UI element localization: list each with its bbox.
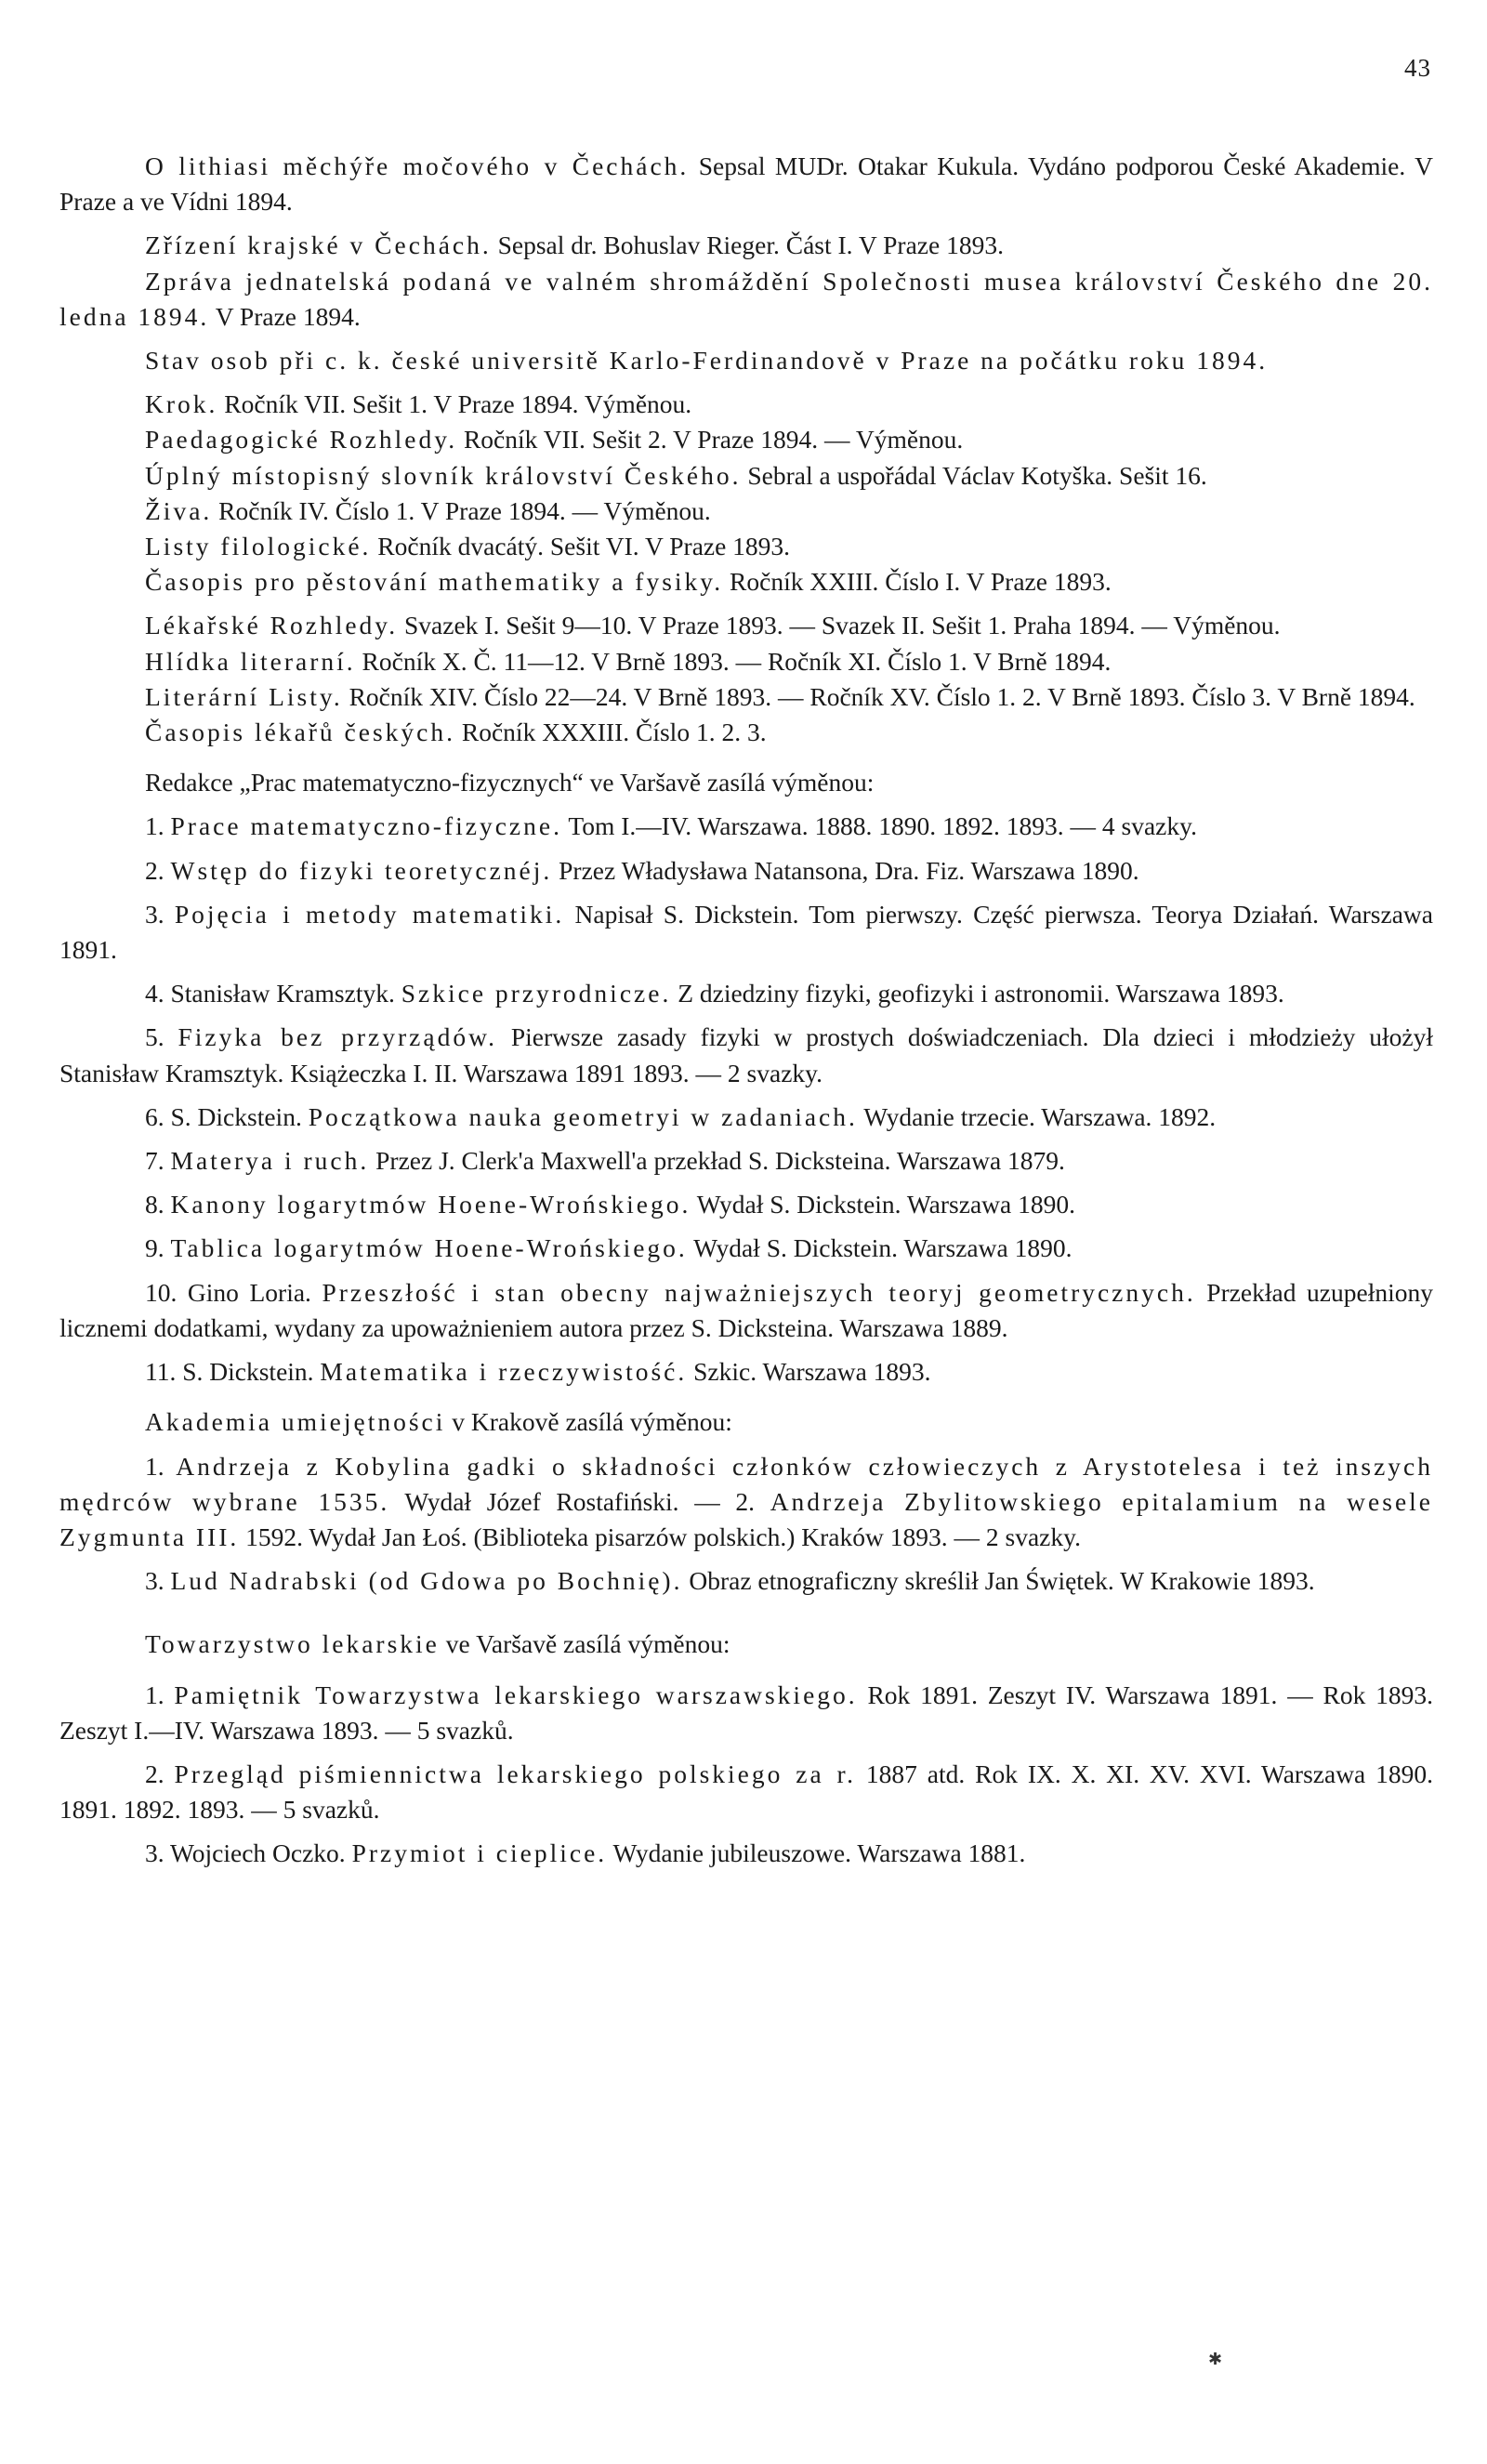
entry-title: Przymiot i cieplice.: [351, 1838, 608, 1868]
entry-title: Časopis lékařů českých.: [145, 718, 455, 747]
entry-text: Przez J. Clerk'a Maxwell'a przekład S. Dicksteina. Warszawa 1879.: [369, 1146, 1065, 1176]
list-item: [59, 608, 1433, 643]
entry-text: Ročník dvacátý. Sešit VI. V Praze 1893.: [371, 532, 791, 561]
entry-text: Wydał S. Dickstein. Warszawa 1890.: [691, 1190, 1075, 1219]
entry-text: Wydanie jubileuszowe. Warszawa 1881.: [607, 1838, 1026, 1868]
entry-title: Matematika i rzeczywistość.: [320, 1357, 688, 1387]
list-item: [59, 494, 1433, 529]
entry-text: Svazek I. Sešit 9—10. V Praze 1893. — Svazek II. Sešit 1. Praha 1894. — Výměnou.: [398, 611, 1281, 640]
entry-title: Pojęcia i metody matematiki.: [174, 899, 565, 929]
entry-text: Sebral a uspořádal Václav Kotyška. Sešit 16.: [741, 460, 1207, 490]
list-item: [59, 1836, 1433, 1871]
list-item: [59, 809, 1433, 844]
entry-text: Ročník VII. Sešit 1. V Praze 1894. Výměnou.: [217, 389, 692, 419]
list-item: [59, 1354, 1433, 1390]
entry-text: Obraz etnograficzny skreślił Jan Świętek. W Krakowie 1893.: [682, 1566, 1315, 1596]
list-item: [59, 1449, 1433, 1556]
entry-text: Przez Władysława Natansona, Dra. Fiz. Warszawa 1890.: [552, 855, 1139, 885]
page-number: 43: [1404, 54, 1431, 82]
entry-text: 1887 atd. Rok IX. X. XI. XV. XVI. Warszawa 1890. 1891. 1892. 1893. — 5 svazků.: [59, 1759, 1434, 1825]
entry-title: Lud Nadrabski (od Gdowa po Bochnię).: [170, 1566, 683, 1596]
list-item: [59, 228, 1433, 263]
item-prefix: 2.: [145, 855, 171, 885]
entry-title: Úplný místopisný slovník království Českého.: [145, 460, 742, 490]
entry-text: Ročník X. Č. 11—12. V Brně 1893. — Ročník XI. Číslo 1. V Brně 1894.: [355, 646, 1112, 676]
entry-text: Sepsal dr. Bohuslav Rieger. Část I. V Praze 1893.: [491, 231, 1004, 260]
entry-title: Krok.: [145, 389, 218, 419]
list-item: [59, 679, 1433, 715]
item-prefix: 10. Gino Loria.: [145, 1277, 322, 1307]
entry-title: O lithiasi měchýře močového v Čechách.: [145, 152, 690, 180]
list-item: [59, 1757, 1433, 1827]
item-prefix: 5.: [145, 1022, 178, 1052]
heading-text: ve Varšavě zasílá výměnou:: [439, 1629, 730, 1659]
entry-text: Wydanie trzecie. Warszawa. 1892.: [857, 1101, 1217, 1131]
list-item: [59, 387, 1433, 422]
entry-text: Rok 1891. Zeszyt IV. Warszawa 1891. — Rok 1893. Zeszyt I.—IV. Warszawa 1893. — 5 svazků.: [59, 1680, 1433, 1745]
entry-text: 1592. Wydał Jan Łoś. (Biblioteka pisarzów polskich.) Kraków 1893. — 2 svazky.: [239, 1522, 1081, 1551]
item-prefix: 1.: [145, 1451, 177, 1481]
list-item: [59, 264, 1433, 335]
entry-text: Ročník XXIII. Číslo I. V Praze 1893.: [723, 567, 1112, 597]
entry-title: Živa.: [145, 495, 213, 525]
item-prefix: 7.: [145, 1146, 171, 1176]
entry-text: Sepsal MUDr. Otakar Kukula. Vydáno podporou České Akademie. V Praze a ve Vídni 1894.: [59, 152, 1434, 217]
entry-title: Prace matematyczno-fizyczne.: [170, 811, 562, 841]
entry-title: Tablica logarytmów Hoene-Wrońskiego.: [170, 1233, 688, 1263]
entry-title: Pamiętnik Towarzystwa lekarskiego warszawskiego.: [174, 1680, 858, 1709]
list-item: [59, 564, 1433, 600]
entry-text: Z dziedziny fizyki, geofizyki i astronomii. Warszawa 1893.: [671, 979, 1284, 1008]
item-prefix: 6. S. Dickstein.: [145, 1101, 309, 1131]
section-heading-akademia: [59, 1404, 1433, 1440]
list-item: [59, 1563, 1433, 1599]
entry-title: Časopis pro pěstování mathematiky a fysiky.: [145, 567, 724, 597]
item-prefix: 1.: [145, 1680, 175, 1709]
printer-ornament-icon: ✱: [1208, 2350, 1223, 2368]
entry-text: Wydał Józef Rostafiński. — 2.: [389, 1486, 770, 1516]
entry-text: Szkic. Warszawa 1893.: [687, 1357, 931, 1387]
list-item: [59, 1231, 1433, 1266]
list-item: [59, 976, 1433, 1011]
entry-title: Przegląd piśmiennictwa lekarskiego polskiego za r.: [174, 1759, 857, 1788]
entry-text: Napisał S. Dickstein. Tom pierwszy. Część pierwsza. Teorya Działań. Warszawa 1891.: [59, 899, 1433, 965]
list-item: [59, 1678, 1433, 1748]
item-prefix: 11. S. Dickstein.: [145, 1357, 321, 1387]
item-prefix: 8.: [145, 1190, 171, 1219]
entry-text: Ročník IV. Číslo 1. V Praze 1894. — Výměnou.: [212, 495, 711, 525]
entry-text: Ročník XIV. Číslo 22—24. V Brně 1893. — Ročník XV. Číslo 1. 2. V Brně 1893. Číslo 3. V Brně 1894.: [342, 681, 1415, 711]
entry-title: Lékařské Rozhledy.: [145, 611, 399, 640]
item-prefix: 9.: [145, 1233, 171, 1263]
section-heading-prace: Redakce „Prac matematyczno-fizycznych“ ve Varšavě zasílá výměnou:: [145, 768, 875, 797]
list-item: [59, 853, 1433, 889]
entry-title: Paedagogické Rozhledy.: [145, 425, 458, 455]
item-prefix: 3.: [145, 1566, 171, 1596]
entry-title: Szkice przyrodnicze.: [401, 979, 672, 1008]
entry-title: Hlídka literarní.: [145, 646, 356, 676]
entry-text: Wydał S. Dickstein. Warszawa 1890.: [687, 1233, 1072, 1263]
list-item: [59, 897, 1433, 968]
list-item: [59, 529, 1433, 564]
section-heading-towarzystwo: [59, 1627, 1433, 1662]
list-item: [59, 1275, 1433, 1346]
list-item: [59, 1143, 1433, 1179]
list-item: [59, 343, 1433, 378]
item-prefix: 1.: [145, 811, 171, 841]
entry-text: Ročník XXXIII. Číslo 1. 2. 3.: [455, 718, 767, 747]
entry-title: Zřízení krajské v Čechách.: [145, 231, 492, 260]
entry-title: Stav osob při c. k. české universitě Karlo-Ferdinandově v Praze na počátku roku 1894.: [145, 346, 1269, 376]
entry-title: Kanony logarytmów Hoene-Wrońskiego.: [170, 1190, 691, 1219]
entry-title: Andrzeja Zbylitowskiego epitalamium na wesele Zygmunta III.: [59, 1486, 1433, 1551]
entry-text: V Praze 1894.: [209, 301, 361, 331]
entry-text: Przekład uzupełniony licznemi dodatkami, wydany za upoważnieniem autora przez S. Dicksteina. Warszawa 1889.: [59, 1277, 1433, 1342]
entry-title: Wstęp do fizyki teoretycznéj.: [170, 855, 553, 885]
item-prefix: 4. Stanisław Kramsztyk.: [145, 979, 401, 1008]
list-item: [59, 1020, 1433, 1090]
heading-title: Akademia umiejętności: [145, 1407, 446, 1437]
entry-title: Przeszłość i stan obecny najważniejszych teoryj geometrycznych.: [322, 1277, 1196, 1307]
list-item: [59, 422, 1433, 457]
page-body: [59, 149, 1433, 1872]
entry-text: Ročník VII. Sešit 2. V Praze 1894. — Výměnou.: [457, 425, 964, 455]
item-prefix: 2.: [145, 1759, 175, 1788]
entry-title: Fizyka bez przyrządów.: [178, 1022, 498, 1052]
entry-title: Zpráva jednatelská podaná ve valném shromáždění Společnosti musea království Českého dne 20. ledna 1894.: [59, 266, 1433, 331]
entry-title: Początkowa nauka geometryi w zadaniach.: [308, 1101, 858, 1131]
item-prefix: 3.: [145, 899, 175, 929]
heading-text: v Krakově zasílá výměnou:: [445, 1407, 732, 1437]
entry-title: Listy filologické.: [145, 532, 372, 561]
entry-title: Literární Listy.: [145, 681, 343, 711]
item-prefix: 3. Wojciech Oczko.: [145, 1838, 352, 1868]
entry-text: Tom I.—IV. Warszawa. 1888. 1890. 1892. 1893. — 4 svazky.: [561, 811, 1197, 841]
entry-text: Pierwsze zasady fizyki w prostych doświadczeniach. Dla dzieci i młodzieży ułożył Stanisław Kramsztyk. Książeczka I. II. Warszawa 1891 1893. — 2 svazky.: [59, 1022, 1433, 1087]
list-item: [59, 458, 1433, 494]
entry-title: Andrzeja z Kobylina gadki o składności członków człowieczych z Arystotelesa i też inszych mędrców wybrane 1535.: [59, 1451, 1433, 1516]
list-item: [59, 1100, 1433, 1135]
entry-title: Materya i ruch.: [170, 1146, 370, 1176]
list-item: [59, 1187, 1433, 1222]
list-item: [59, 149, 1433, 219]
list-item: [59, 644, 1433, 679]
heading-title: Towarzystwo lekarskie: [145, 1629, 440, 1659]
list-item: [59, 715, 1433, 750]
